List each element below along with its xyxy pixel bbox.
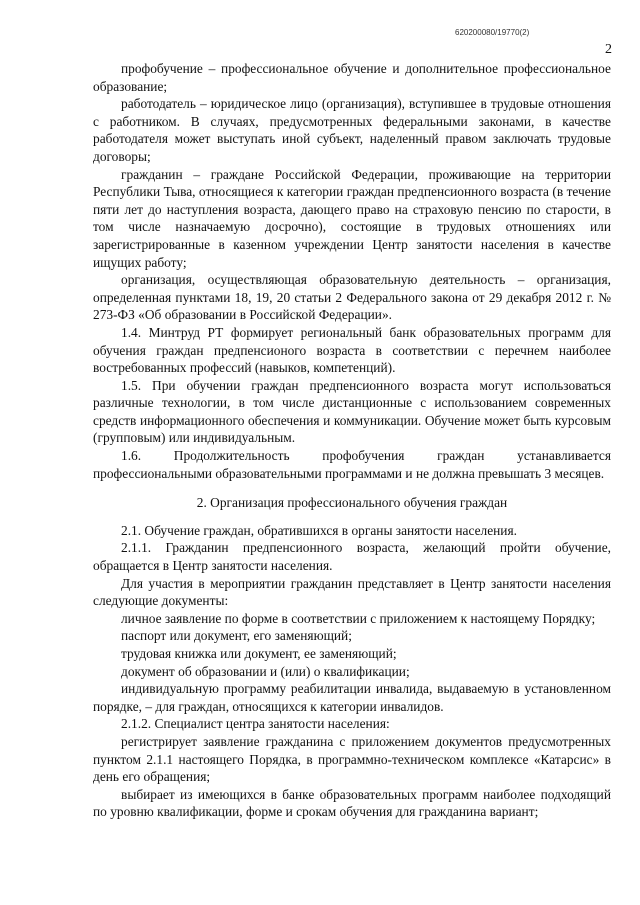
paragraph: гражданин – граждане Российской Федерации, проживающие на территории Республики Тыва, относящиеся к категории граждан предпенсионного возраста (в течение пяти лет до наступления возраста, дающего право на страховую пенсию по старости, в том числе назначаемую досрочно), состоящие в трудовых отношениях или зарегистрированные в казенном учреждении Центр занятости населения в качестве ищущих работу; xyxy=(93,166,611,270)
paragraph: регистрирует заявление гражданина с приложением документов предусмотренных пунктом 2.1.1 настоящего Порядка, в программно-техническом комплексе «Катарсис» в день его обращения; xyxy=(93,733,611,785)
paragraph: личное заявление по форме в соответствии с приложением к настоящему Порядку; xyxy=(121,610,596,626)
paragraph: Для участия в мероприятии гражданин представляет в Центр занятости населения следующие документы: xyxy=(93,575,611,609)
paragraph: организация, осуществляющая образовательную деятельность – организация, определенная пунктами 18, 19, 20 статьи 2 Федерального закона от 29 декабря 2012 г. № 273-ФЗ «Об образовании в Российской Федерации». xyxy=(93,272,611,323)
paragraph: 1.6. Продолжительность профобучения граждан устанавливается профессиональными образовательными программами и не должна превышать 3 месяцев. xyxy=(93,448,611,481)
paragraph: выбирает из имеющихся в банке образовательных программ наиболее подходящий по уровню квалификации, форме и срокам обучения для гражданина вариант; xyxy=(93,786,611,820)
paragraph: трудовая книжка или документ, ее заменяющий; xyxy=(121,646,397,661)
document-number: 620200080/19770(2) xyxy=(455,28,530,37)
paragraph: 2.1.2. Специалист центра занятости населения: xyxy=(121,716,390,732)
paragraph: 1.4. Минтруд РТ формирует региональный банк образовательных программ для обучения граждан предпенсионого возраста в соответствии с перечнем наиболее востребованных профессий (навыков, компетенций). xyxy=(93,324,611,376)
paragraph: паспорт или документ, его заменяющий; xyxy=(121,628,352,644)
section-heading: 2. Организация профессионального обучения граждан xyxy=(196,495,508,511)
paragraph: 2.1.1. Гражданин предпенсионного возраста, желающий пройти обучение, обращается в Центр занятости населения. xyxy=(93,540,611,574)
page-number: 2 xyxy=(605,42,612,57)
paragraph: 2.1. Обучение граждан, обратившихся в органы занятости населения. xyxy=(121,522,517,538)
paragraph: документ об образовании и (или) о квалификации; xyxy=(121,663,410,679)
paragraph: работодатель – юридическое лицо (организация), вступившее в трудовые отношения с работником. В случаях, предусмотренных федеральными законами, в качестве работодателя может выступать иной субъект, наделенный правом заключать трудовые договоры; xyxy=(93,96,611,164)
paragraph: индивидуальную программу реабилитации инвалида, выдаваемую в установленном порядке, – для граждан, относящихся к категории инвалидов. xyxy=(93,681,611,714)
paragraph: профобучение – профессиональное обучение и дополнительное профессиональное образование; xyxy=(93,61,611,94)
document-body xyxy=(93,60,611,821)
paragraph: 1.5. При обучении граждан предпенсионного возраста могут использоваться различные технологии, в том числе дистанционные с использованием современных средств информационного обеспечения и коммуникации. Обучение может быть курсовым (групповым) или индивидуальным. xyxy=(93,377,611,446)
